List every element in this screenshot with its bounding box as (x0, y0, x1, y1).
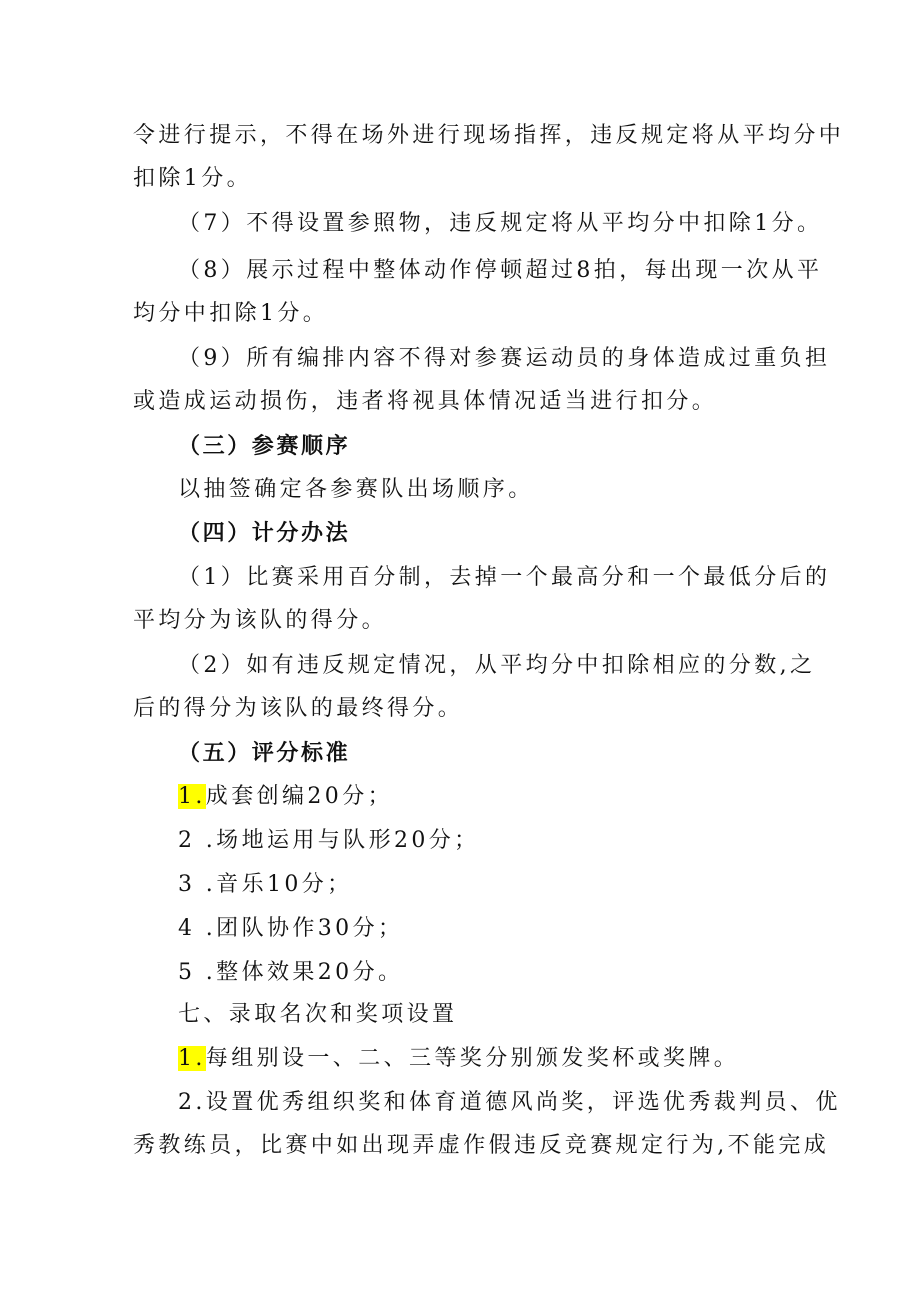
list-item: 3 .音乐10分； (178, 872, 353, 897)
paragraph-line: 平均分为该队的得分。 (133, 608, 388, 633)
paragraph-line: （1）比赛采用百分制，去掉一个最高分和一个最低分后的 (178, 565, 831, 590)
list-item: 1.每组别设一、二、三等奖分别颁发奖杯或奖牌。 (178, 1046, 740, 1071)
section-heading: （四）计分办法 (178, 520, 351, 546)
list-item: 4 .团队协作30分； (178, 916, 404, 941)
list-item: 1.成套创编20分； (178, 784, 393, 809)
section-heading: （三）参赛顺序 (178, 433, 351, 459)
list-item: 5 .整体效果20分。 (178, 960, 404, 985)
paragraph-line: 均分中扣除1分。 (133, 301, 329, 326)
paragraph-line: （2）如有违反规定情况，从平均分中扣除相应的分数,之 (178, 653, 816, 678)
paragraph-line: （9）所有编排内容不得对参赛运动员的身体造成过重负担 (178, 346, 831, 371)
highlighted-number: 1. (178, 784, 206, 809)
paragraph-line: 扣除1分。 (133, 166, 252, 191)
paragraph-line: 后的得分为该队的最终得分。 (133, 696, 464, 721)
paragraph-line: 令进行提示，不得在场外进行现场指挥，违反规定将从平均分中 (133, 123, 845, 148)
paragraph-line: 秀教练员，比赛中如出现弄虚作假违反竞赛规定行为,不能完成 (133, 1133, 830, 1158)
section-heading: （五）评分标准 (178, 740, 351, 766)
paragraph-line: （8）展示过程中整体动作停顿超过8拍，每出现一次从平 (178, 258, 823, 283)
paragraph-line: 2.设置优秀组织奖和体育道德风尚奖，评选优秀裁判员、优 (178, 1090, 841, 1115)
paragraph-line: （7）不得设置参照物，违反规定将从平均分中扣除1分。 (178, 211, 823, 236)
section-heading: 七、录取名次和奖项设置 (178, 1002, 458, 1027)
paragraph-line: 或造成运动损伤，违者将视具体情况适当进行扣分。 (133, 389, 718, 414)
paragraph-line: 以抽签确定各参赛队出场顺序。 (178, 477, 534, 502)
list-item: 2 .场地运用与队形20分； (178, 828, 480, 853)
highlighted-number: 1. (178, 1046, 206, 1071)
